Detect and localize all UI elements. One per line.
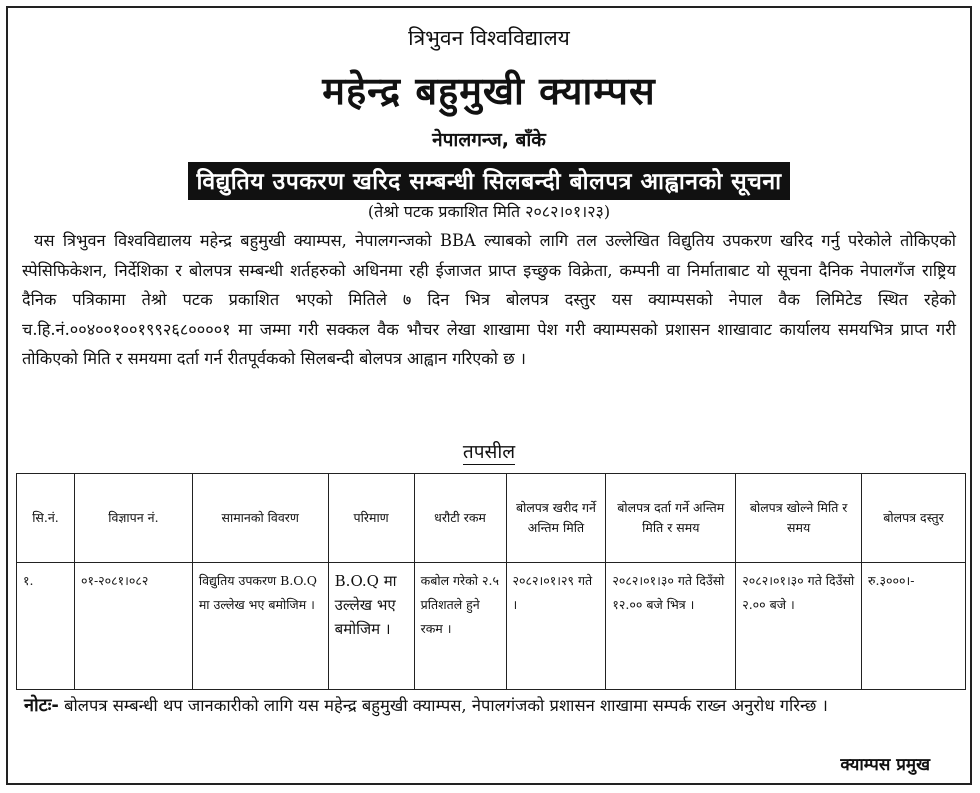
signature: क्याम्पस प्रमुख — [840, 755, 930, 775]
cell-submission-deadline: २०८२।०१।३० गते दिउँसो १२.०० बजे भित्र । — [606, 563, 736, 690]
cell-sn: १. — [17, 563, 75, 690]
col-header-ad-no: विज्ञापन नं. — [74, 474, 192, 563]
cell-deposit: कबोल गरेको २.५ प्रतिशतले हुने रकम । — [414, 563, 506, 690]
cell-purchase-deadline: २०८२।०१।२९ गते । — [506, 563, 606, 690]
published-date: (तेश्रो पटक प्रकाशित मिति २०८२।०१।२३) — [367, 202, 611, 221]
col-header-submission-deadline: बोलपत्र दर्ता गर्ने अन्तिम मिति र समय — [606, 474, 736, 563]
note-label: नोटः- — [24, 695, 59, 716]
notice-body: यस त्रिभुवन विश्वविद्यालय महेन्द्र बहुमुखी क्याम्पस, नेपालगन्जको BBA ल्याबको लागि तल उल्लेखित विद्युतिय उपकरण खरिद गर्नु परेकोले तोकिएको स्पेसिफिकेशन, निर्देशिका र बोलपत्र सम्बन्धी शर्तहरुको अधिनमा रही ईजाजत प्राप्त इच्छुक विक्रेता, कम्पनी वा निर्माताबाट यो सूचना दैनिक नेपालगँज राष्ट्रिय दैनिक पत्रिकामा तेश्रो पटक प्रकाशित भएको मितिले ७ दिन भित्र बोलपत्र दस्तुर यस क्याम्पसको नेपाल वैक लिमिटेड स्थित रहेको च.हि.नं.००४००१००१९९२६८००००१ मा जम्मा गरी सक्कल वैक भौचर लेखा शाखामा पेश गरी क्याम्पसको प्रशासन शाखावाट कार्यालय समयभित्र प्राप्त गरी तोकिएको मिति र समयमा दर्ता गर्न रीतपूर्वकको सिलबन्दी बोलपत्र आह्वान गरिएको छ । — [22, 231, 956, 368]
campus-name: महेन्द्र बहुमुखी क्याम्पस — [322, 68, 656, 113]
col-header-opening: बोलपत्र खोल्ने मिति र समय — [736, 474, 862, 563]
cell-quantity: B.O.Q मा उल्लेख भए बमोजिम । — [328, 563, 414, 690]
cell-opening: २०८२।०१।३० गते दिउँसो २.०० बजे । — [736, 563, 862, 690]
col-header-quantity: परिमाण — [328, 474, 414, 563]
notice-headline: विद्युतिय उपकरण खरिद सम्बन्धी सिलबन्दी बोलपत्र आह्वानको सूचना — [188, 162, 789, 200]
cell-description: विद्युतिय उपकरण B.O.Q मा उल्लेख भए बमोजिम । — [192, 563, 328, 690]
table-row — [17, 563, 966, 690]
university-name: त्रिभुवन विश्वविद्यालय — [408, 26, 570, 50]
headline-wrapper — [8, 162, 970, 200]
notice-page — [6, 6, 972, 785]
cell-ad-no: ०१-२०८१।०८२ — [74, 563, 192, 690]
col-header-deposit: धरौटी रकम — [414, 474, 506, 563]
col-header-sn: सि.नं. — [17, 474, 75, 563]
details-heading — [8, 438, 970, 464]
cell-fee: रु.३०००।- — [862, 563, 966, 690]
col-header-purchase-deadline: बोलपत्र खरीद गर्ने अन्तिम मिति — [506, 474, 606, 563]
note-text: बोलपत्र सम्बन्धी थप जानकारीको लागि यस महेन्द्र बहुमुखी क्याम्पस, नेपालगंजको प्रशासन शाखामा सम्पर्क राख्न अनुरोध गरिन्छ । — [58, 696, 828, 715]
col-header-description: सामानको विवरण — [192, 474, 328, 563]
bid-table — [16, 473, 966, 690]
campus-location: नेपालगन्ज, बाँके — [432, 129, 546, 151]
col-header-fee: बोलपत्र दस्तुर — [862, 474, 966, 563]
note — [24, 691, 954, 721]
table-header-row — [17, 474, 966, 563]
details-title: तपसील — [462, 441, 516, 463]
